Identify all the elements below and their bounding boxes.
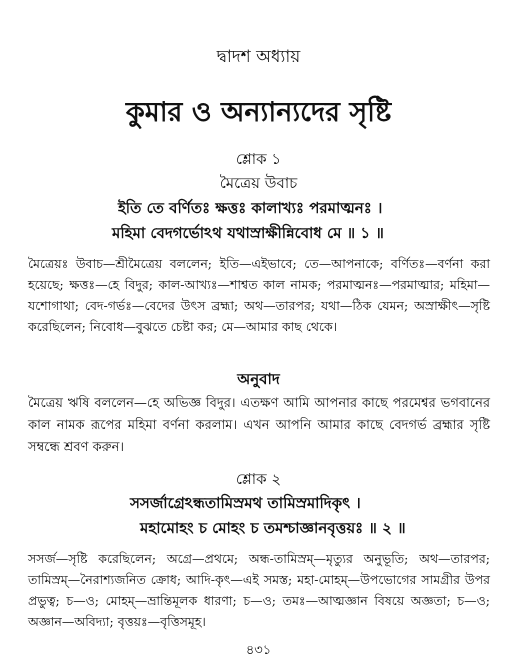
verse-1-line-1: ইতি তে বর্ণিতঃ ক্ষত্তঃ কালাখ্যঃ পরমাত্মনঃ । bbox=[118, 199, 383, 217]
page-number: ৪৩১ bbox=[245, 643, 272, 658]
verse-1-speaker: মৈত্রেয় উবাচ bbox=[219, 174, 298, 192]
verse-2-line-2: মহামোহং চ মোহং চ তমশ্চাজ্ঞানবৃত্তয়ঃ ॥ ২ ॥ bbox=[140, 519, 406, 537]
verse-1-line-2: মহিমা বেদগর্ভোঽথ যথাস্রাক্ষীন্নিবোধ মে ॥ ১ ॥ bbox=[112, 224, 384, 242]
verse-2-number: শ্লোক ২ bbox=[235, 470, 282, 488]
translation-heading: অনুবাদ bbox=[237, 370, 280, 388]
verse-2-line-1: সসর্জাগ্রেঽন্ধতামিস্রমথ তামিস্রমাদিকৃৎ । bbox=[130, 494, 361, 512]
chapter-label: দ্বাদশ অধ্যায় bbox=[216, 47, 301, 67]
verse-2-synonyms: সসর্জ—সৃষ্টি করেছিলেন; অগ্রে—প্রথমে; অন্ধ-তামিস্রম্—মৃত্যুর অনুভূতি; অথ—তারপর; তামিস্রম্—নৈরাশ্যজনিত ক্রোধ; আদি-কৃৎ—এই সমস্ত; মহা-মোহম্—উপভোগের সামগ্রীর উপর প্রভুত্ব; চ—ও; মোহম্—ভ্রান্তিমূলক ধারণা; চ—ও; তমঃ—আত্মজ্ঞান বিষয়ে অজ্ঞতা; চ—ও; অজ্ঞান—অবিদ্যা; বৃত্তয়ঃ—বৃত্তিসমূহ। bbox=[28, 551, 490, 629]
chapter-title: কুমার ও অন্যান্যদের সৃষ্টি bbox=[125, 97, 392, 128]
verse-1-translation: মৈত্রেয় ঋষি বললেন—হে অভিজ্ঞ বিদুর। এতক্ষণ আমি আপনার কাছে পরমেশ্বর ভগবানের কাল নামক রূপের মহিমা বর্ণনা করলাম। এখন আপনি আমার কাছে বেদগর্ভ ব্রহ্মার সৃষ্টি সম্বন্ধে শ্রবণ করুন। bbox=[28, 396, 490, 455]
verse-1-synonyms: মৈত্রেয়ঃ উবাচ—শ্রীমৈত্রেয় বললেন; ইতি—এইভাবে; তে—আপনাকে; বর্ণিতঃ—বর্ণনা করা হয়েছে; ক্ষত্তঃ—হে বিদুর; কাল-আখ্যঃ—শাশ্বত কাল নামক; পরমাত্মনঃ—পরমাত্মার; মহিমা—যশোগাথা; বেদ-গর্ভঃ—বেদের উৎস ব্রহ্মা; অথ—তারপর; যথা—ঠিক যেমন; অস্রাক্ষীৎ—সৃষ্টি করেছিলেন; নিবোধ—বুঝতে চেষ্টা কর; মে—আমার কাছ থেকে। bbox=[28, 256, 490, 334]
verse-1-number: শ্লোক ১ bbox=[235, 150, 282, 168]
